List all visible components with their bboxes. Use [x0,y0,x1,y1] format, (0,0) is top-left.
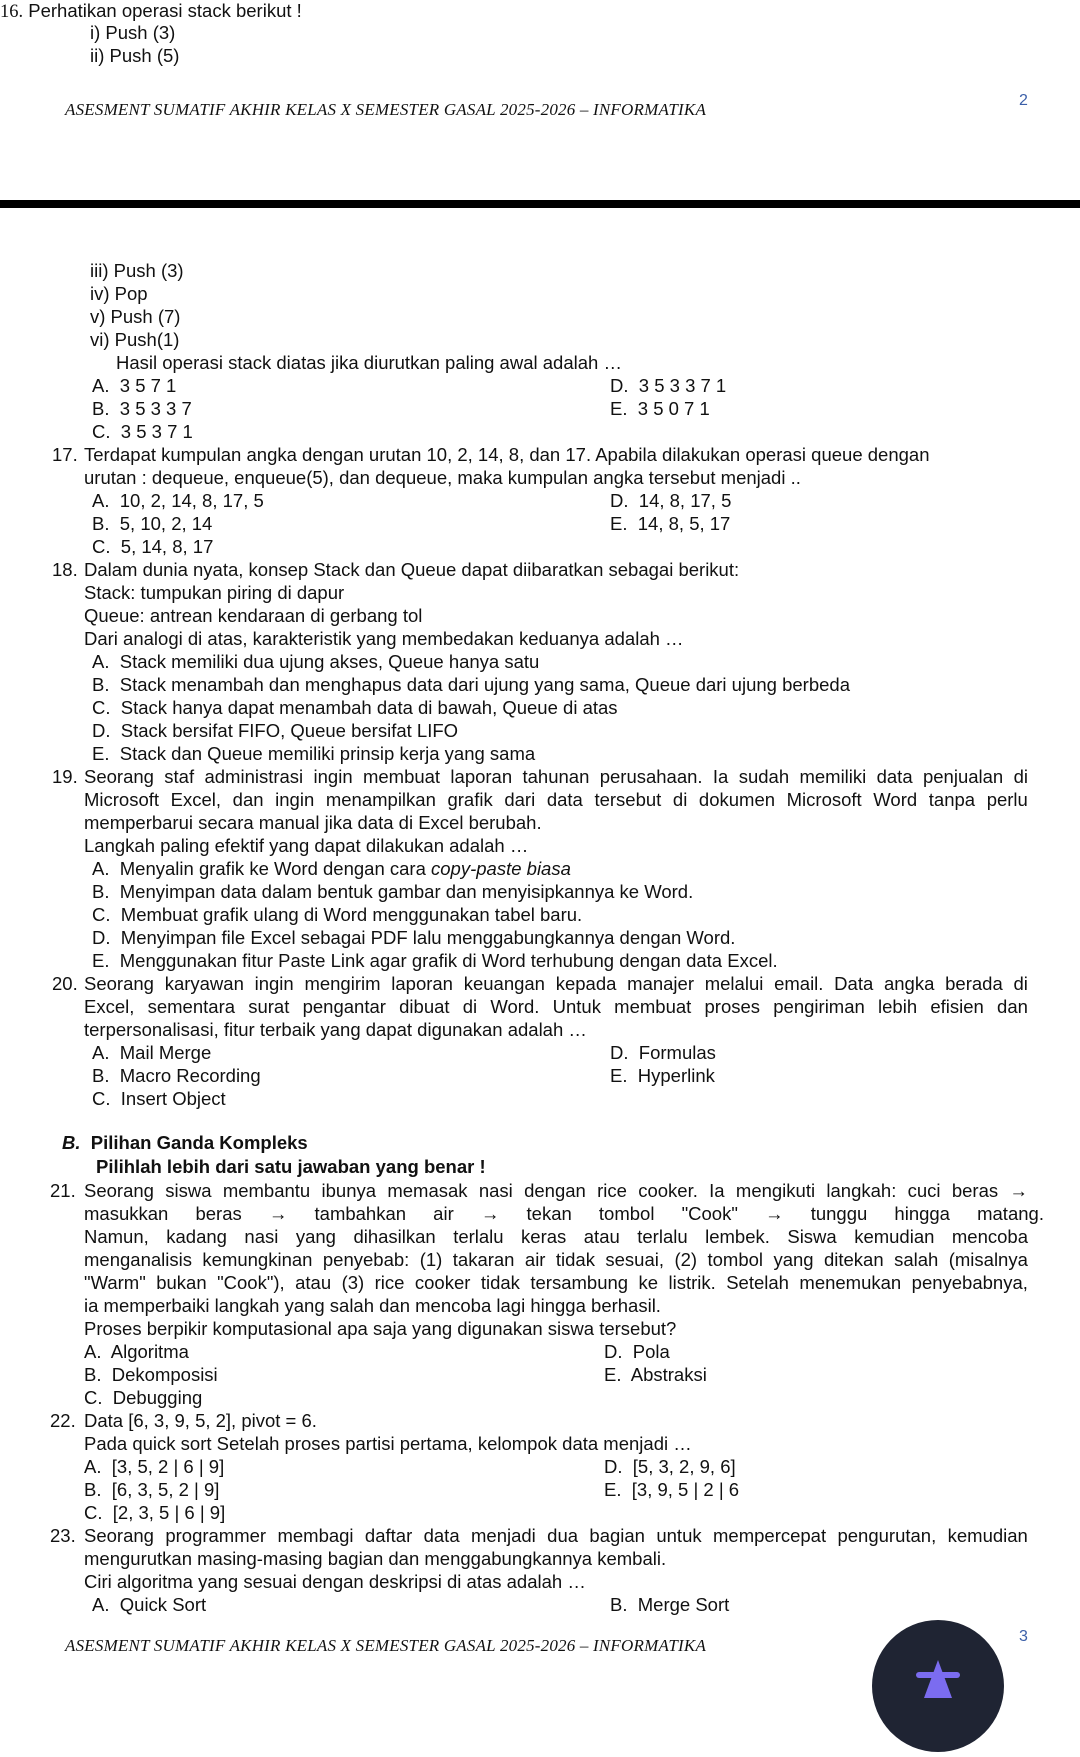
option-d: D. 3 5 3 3 7 1 [610,375,727,396]
question-text: Dalam dunia nyata, konsep Stack dan Queue dapat diibaratkan sebagai berikut: [84,559,740,580]
stack-op: iv) Pop [90,283,148,304]
question-text: Dari analogi di atas, karakteristik yang membedakan keduanya adalah … [84,628,684,649]
option-b: B. [6, 3, 5, 2 | 9] [84,1479,220,1500]
option-c: C. 3 5 3 7 1 [92,421,193,442]
option-e: E. Menggunakan fitur Paste Link agar grafik di Word terhubung dengan data Excel. [92,950,778,971]
option-d: D. Pola [604,1341,670,1362]
option-b: B. Macro Recording [92,1065,261,1086]
option-c: C. [2, 3, 5 | 6 | 9] [84,1502,226,1523]
option-e: E. Hyperlink [610,1065,715,1086]
page-number: 2 [1019,92,1028,109]
stack-op: v) Push (7) [90,306,181,327]
question-text: Pada quick sort Setelah proses partisi pertama, kelompok data menjadi … [84,1433,692,1454]
option-a: A. Menyalin grafik ke Word dengan cara copy-paste biasa [92,858,571,879]
question-text: Data [6, 3, 9, 5, 2], pivot = 6. [84,1410,317,1431]
brand-logo-icon [872,1620,1004,1752]
question-text: Stack: tumpukan piring di dapur [84,582,345,603]
option-a: A. [3, 5, 2 | 6 | 9] [84,1456,225,1477]
question-text: Queue: antrean kendaraan di gerbang tol [84,605,423,626]
option-e: E. [3, 9, 5 | 2 | 6 [604,1479,740,1500]
option-d: D. Stack bersifat FIFO, Queue bersifat LIFO [92,720,459,741]
question-text: Namun, kadang nasi yang dihasilkan terlalu keras atau terlalu lembek. Siswa kemudian mencoba [84,1226,1028,1247]
question-text: Langkah paling efektif yang dapat dilakukan adalah … [84,835,529,856]
option-e: E. Abstraksi [604,1364,707,1385]
question-16-stem: 16. Perhatikan operasi stack berikut ! [0,0,302,22]
option-c: C. Membuat grafik ulang di Word menggunakan tabel baru. [92,904,583,925]
option-a: A. Quick Sort [92,1594,207,1615]
option-e: E. Stack dan Queue memiliki prinsip kerja yang sama [92,743,536,764]
question-text: "Warm" bukan "Cook"), atau (3) rice cooker tidak tersambung ke listrik. Setelah menemukan penyebabnya, [84,1272,1028,1293]
option-b: B. Merge Sort [610,1594,730,1615]
option-a: A. Mail Merge [92,1042,212,1063]
question-text: Seorang karyawan ingin mengirim laporan keuangan kepada manajer melalui email. Data angka berada di [84,973,1028,994]
option-b: B. Dekomposisi [84,1364,218,1385]
option-a: A. 10, 2, 14, 8, 17, 5 [92,490,264,511]
question-text: urutan : dequeue, enqueue(5), dan dequeue, maka kumpulan angka tersebut menjadi .. [84,467,801,488]
option-c: C. Insert Object [92,1088,226,1109]
question-text: Seorang siswa membantu ibunya memasak nasi dengan rice cooker. Ia mengikuti langkah: cuci beras → [84,1180,1028,1201]
question-number: 23. [50,1525,76,1546]
question-text: Ciri algoritma yang sesuai dengan deskripsi di atas adalah … [84,1571,586,1592]
section-heading: B. Pilihan Ganda Kompleks [62,1132,308,1153]
section-instruction: Pilihlah lebih dari satu jawaban yang benar ! [96,1156,486,1177]
option-e: E. 3 5 0 7 1 [610,398,710,419]
page-footer: ASESMENT SUMATIF AKHIR KELAS X SEMESTER GASAL 2025-2026 – INFORMATIKA [65,100,707,119]
question-text: mengurutkan masing-masing bagian dan menggabungkannya kembali. [84,1548,667,1569]
question-text: Seorang programmer membagi daftar data menjadi dua bagian untuk mempercepat pengurutan, kemudian [84,1525,1028,1546]
option-b: B. Stack menambah dan menghapus data dari ujung yang sama, Queue dari ujung berbeda [92,674,850,695]
stack-op: i) Push (3) [90,22,176,43]
stack-op: vi) Push(1) [90,329,180,350]
brand-logo-icon-mark [872,1620,1004,1752]
question-text: terpersonalisasi, fitur terbaik yang dapat digunakan adalah … [84,1019,587,1040]
question-number: 17. [52,444,78,465]
question-text: Microsoft Excel, dan ingin menampilkan grafik dari data tersebut di dokumen Microsoft Word tanpa perlu [84,789,1028,810]
option-a: A. Algoritma [84,1341,189,1362]
option-c: C. Stack hanya dapat menambah data di bawah, Queue di atas [92,697,618,718]
option-c: C. 5, 14, 8, 17 [92,536,214,557]
stack-op: iii) Push (3) [90,260,184,281]
stack-op: ii) Push (5) [90,45,180,66]
page-separator [0,200,1080,208]
option-a: A. 3 5 7 1 [92,375,177,396]
page-footer: ASESMENT SUMATIF AKHIR KELAS X SEMESTER GASAL 2025-2026 – INFORMATIKA [65,1636,707,1655]
question-text: menganalisis kemungkinan penyebab: (1) takaran air tidak sesuai, (2) tombol yang ditekan salah (misalnya [84,1249,1028,1270]
option-a: A. Stack memiliki dua ujung akses, Queue hanya satu [92,651,540,672]
question-text: Proses berpikir komputasional apa saja yang digunakan siswa tersebut? [84,1318,677,1339]
option-d: D. 14, 8, 17, 5 [610,490,732,511]
question-text: memperbarui secara manual jika data di Excel berubah. [84,812,542,833]
question-number: 20. [52,973,78,994]
question-prompt: Hasil operasi stack diatas jika diurutkan paling awal adalah … [116,352,622,373]
option-b: B. Menyimpan data dalam bentuk gambar dan menyisipkannya ke Word. [92,881,694,902]
page-number: 3 [1019,1628,1028,1645]
question-text: Excel, sementara surat pengantar dibuat di Word. Untuk membuat proses pengiriman lebih efisien dan [84,996,1028,1017]
question-text: ia memperbaiki langkah yang salah dan mencoba lagi hingga berhasil. [84,1295,661,1316]
question-number: 22. [50,1410,76,1431]
question-number: 21. [50,1180,76,1201]
option-e: E. 14, 8, 5, 17 [610,513,731,534]
option-d: D. Menyimpan file Excel sebagai PDF lalu menggabungkannya dengan Word. [92,927,736,948]
option-d: D. Formulas [610,1042,716,1063]
question-number: 18. [52,559,78,580]
question-text: Seorang staf administrasi ingin membuat laporan tahunan perusahaan. Ia sudah memiliki data penjualan di [84,766,1028,787]
question-number: 19. [52,766,78,787]
question-text: Terdapat kumpulan angka dengan urutan 10, 2, 14, 8, dan 17. Apabila dilakukan operasi queue dengan [84,444,930,465]
question-text: masukkan beras → tambahkan air → tekan tombol "Cook" → tunggu hingga matang. [84,1203,1044,1224]
option-d: D. [5, 3, 2, 9, 6] [604,1456,736,1477]
option-b: B. 3 5 3 3 7 [92,398,192,419]
option-c: C. Debugging [84,1387,203,1408]
option-b: B. 5, 10, 2, 14 [92,513,213,534]
